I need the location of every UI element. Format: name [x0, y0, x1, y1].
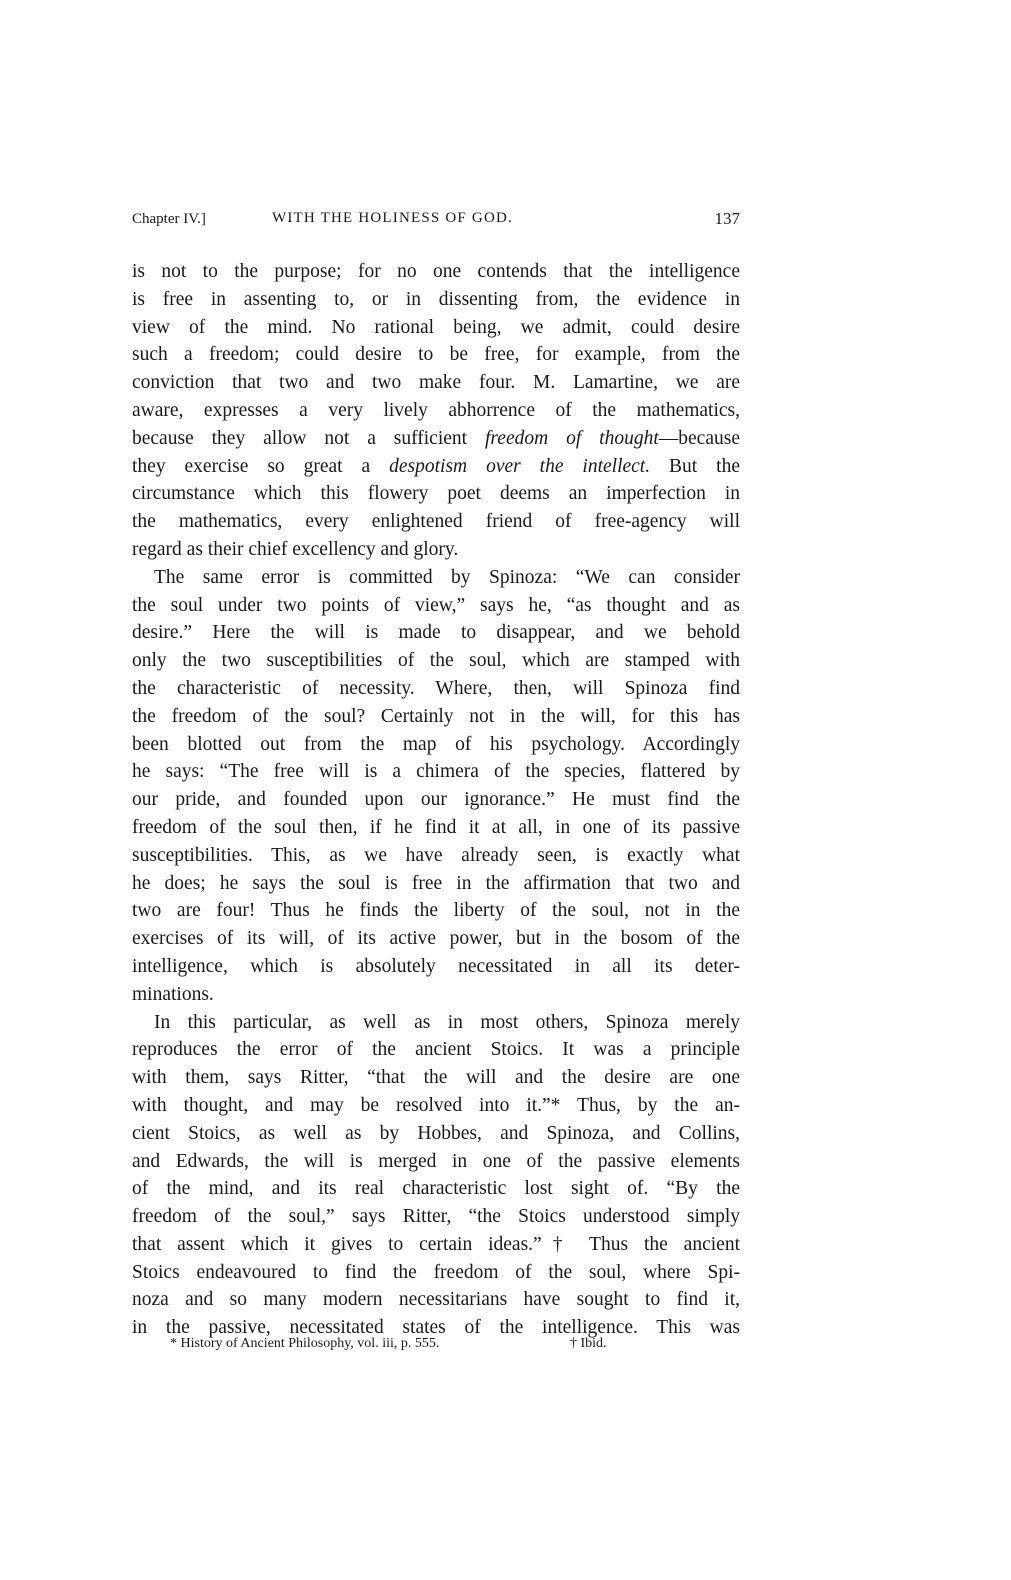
text-line: [132, 592, 740, 620]
text-line: [132, 453, 740, 481]
text-line: [132, 258, 740, 286]
text-segment: is free in assenting to, or in dissenting from, the evidence in: [132, 288, 740, 310]
text-segment: susceptibilities. This, as we have already seen, is exactly what: [132, 844, 740, 866]
page-number: 137: [714, 209, 740, 228]
text-segment: But the: [650, 455, 740, 477]
text-line: [132, 842, 740, 870]
text-segment: that assent which it gives to certain ideas.”† Thus the ancient: [132, 1233, 740, 1255]
text-segment: our pride, and founded upon our ignorance.” He must find the: [132, 789, 740, 811]
text-line: [132, 897, 740, 925]
text-segment: he does; he says the soul is free in the affirmation that two and: [132, 872, 740, 894]
text-line: [132, 703, 740, 731]
text-line: [132, 1036, 740, 1064]
text-line: [132, 870, 740, 898]
text-segment: cient Stoics, as well as by Hobbes, and Spinoza, and Collins,: [132, 1122, 740, 1144]
text-line: [132, 1120, 740, 1148]
text-line: [132, 758, 740, 786]
text-segment: The same error is committed by Spinoza: “We can consider: [154, 566, 740, 588]
text-line: [132, 341, 740, 369]
text-segment: with thought, and may be resolved into it.”* Thus, by the an-: [132, 1094, 740, 1116]
text-segment: the soul under two points of view,” says he, “as thought and as: [132, 594, 740, 616]
text-segment: the mathematics, every enlightened friend of free-agency will: [132, 511, 740, 533]
text-segment: noza and so many modern necessitarians have sought to find it,: [132, 1289, 740, 1311]
text-segment: and Edwards, the will is merged in one of the passive elements: [132, 1150, 740, 1172]
footnote-1: * History of Ancient Philosophy, vol. iii, p. 555.: [170, 1336, 440, 1351]
text-segment: freedom of the soul then, if he find it at all, in one of its passive: [132, 816, 740, 838]
text-line: [132, 1009, 740, 1037]
text-segment: such a freedom; could desire to be free, for example, from the: [132, 344, 740, 366]
italic-phrase: despotism over the intellect.: [389, 455, 651, 477]
text-line: [132, 786, 740, 814]
text-segment: intelligence, which is absolutely necessitated in all its deter-: [132, 955, 740, 977]
text-segment: regard as their chief excellency and glory.: [132, 538, 459, 560]
text-segment: two are four! Thus he finds the liberty of the soul, not in the: [132, 900, 740, 922]
chapter-label: Chapter IV.]: [132, 211, 206, 227]
text-segment: of the mind, and its real characteristic lost sight of. “By the: [132, 1178, 740, 1200]
text-segment: because they allow not a sufficient: [132, 427, 485, 449]
text-line: [132, 536, 740, 564]
text-line: [132, 397, 740, 425]
paragraph: [132, 1009, 740, 1343]
text-line: [132, 647, 740, 675]
text-segment: —because: [658, 427, 740, 449]
text-segment: minations.: [132, 983, 214, 1005]
text-line: [132, 1286, 740, 1314]
text-segment: with them, says Ritter, “that the will and the desire are one: [132, 1067, 740, 1089]
text-segment: been blotted out from the map of his psychology. Accordingly: [132, 733, 740, 755]
text-line: [132, 1092, 740, 1120]
text-segment: circumstance which this flowery poet deems an imperfection in: [132, 483, 740, 505]
text-segment: aware, expresses a very lively abhorrence of the mathematics,: [132, 399, 740, 421]
footnote-2: † Ibid.: [570, 1336, 607, 1351]
text-segment: reproduces the error of the ancient Stoics. It was a principle: [132, 1039, 740, 1061]
running-header: [132, 209, 740, 231]
italic-phrase: freedom of thought: [485, 427, 659, 449]
text-line: [132, 925, 740, 953]
text-line: [132, 1175, 740, 1203]
body-text: [132, 258, 740, 1342]
text-line: [132, 1148, 740, 1176]
text-line: [132, 480, 740, 508]
text-segment: view of the mind. No rational being, we admit, could desire: [132, 316, 740, 338]
text-line: [132, 286, 740, 314]
text-segment: in the passive, necessitated states of the intelligence. This was: [132, 1317, 740, 1339]
text-segment: only the two susceptibilities of the soul, which are stamped with: [132, 650, 740, 672]
text-segment: the characteristic of necessity. Where, then, will Spinoza find: [132, 677, 740, 699]
text-line: [132, 953, 740, 981]
text-segment: exercises of its will, of its active power, but in the bosom of the: [132, 928, 740, 950]
text-segment: desire.” Here the will is made to disappear, and we behold: [132, 622, 740, 644]
text-line: [132, 425, 740, 453]
text-line: [132, 981, 740, 1009]
text-line: [132, 1259, 740, 1287]
text-line: [132, 508, 740, 536]
paragraph: [132, 564, 740, 1009]
text-line: [132, 731, 740, 759]
text-line: [132, 675, 740, 703]
running-title: WITH THE HOLINESS OF GOD.: [272, 210, 513, 226]
text-segment: the freedom of the soul? Certainly not in the will, for this has: [132, 705, 740, 727]
text-segment: In this particular, as well as in most others, Spinoza merely: [154, 1011, 740, 1033]
text-segment: conviction that two and two make four. M. Lamartine, we are: [132, 372, 740, 394]
paragraph: [132, 258, 740, 564]
text-line: [132, 314, 740, 342]
text-line: [132, 814, 740, 842]
text-line: [132, 619, 740, 647]
text-segment: Stoics endeavoured to find the freedom of the soul, where Spi-: [132, 1261, 740, 1283]
text-segment: is not to the purpose; for no one contends that the intelligence: [132, 261, 740, 282]
text-segment: freedom of the soul,” says Ritter, “the Stoics understood simply: [132, 1206, 740, 1228]
text-line: [132, 1203, 740, 1231]
text-line: [132, 564, 740, 592]
text-line: [132, 369, 740, 397]
text-segment: they exercise so great a: [132, 455, 390, 477]
text-line: [132, 1231, 740, 1259]
text-segment: he says: “The free will is a chimera of the species, flattered by: [132, 761, 740, 783]
text-line: [132, 1064, 740, 1092]
